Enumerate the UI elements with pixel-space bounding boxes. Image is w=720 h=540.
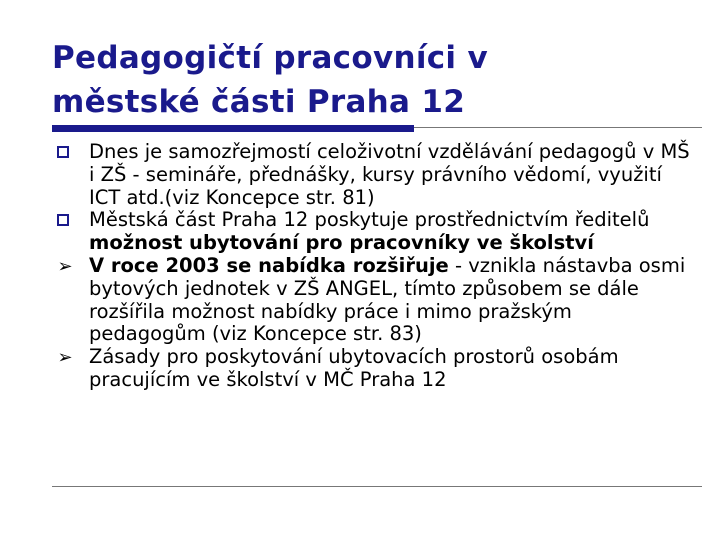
bullet-item-accommodation xyxy=(52,209,692,255)
bullet-list xyxy=(52,141,692,392)
bullet-bold-text: V roce 2003 se nabídka rozšiřuje xyxy=(89,253,449,277)
arrow-bullet-icon: ➢ xyxy=(57,255,73,277)
bullet-item-rules xyxy=(52,346,692,392)
bullet-item-2003-expansion xyxy=(52,255,692,346)
title-divider-accent xyxy=(52,125,414,132)
square-bullet-icon xyxy=(56,141,74,158)
footer-divider xyxy=(52,486,702,487)
bullet-text: - vznikla nástavba osmi bytových jednotek v ZŠ ANGEL, tímto způsobem se dále rozšířila možnost nabídky práce i mimo pražským pedagogům (viz Koncepce str. 83) xyxy=(89,253,686,346)
title-line-2: městské části Praha 12 xyxy=(52,84,466,120)
bullet-text: Městská část Praha 12 poskytuje prostřednictvím ředitelů xyxy=(89,208,650,232)
page-title xyxy=(52,36,692,124)
bullet-text: Zásady pro poskytování ubytovacích prostorů osobám pracujícím ve školství v MČ Praha 12 xyxy=(89,345,619,391)
title-line-1: Pedagogičtí pracovníci v xyxy=(52,40,488,76)
arrow-bullet-icon: ➢ xyxy=(57,347,73,369)
bullet-text: Dnes je samozřejmostí celoživotní vzdělávání pedagogů v MŠ i ZŠ - semináře, přednášky, kursy právního vědomí, využití ICT atd.(viz Koncepce str. 81) xyxy=(89,140,690,209)
square-bullet-icon xyxy=(56,209,74,226)
bullet-bold-text: možnost ubytování pro pracovníky ve školství xyxy=(89,231,594,255)
bullet-item-education xyxy=(52,141,692,209)
